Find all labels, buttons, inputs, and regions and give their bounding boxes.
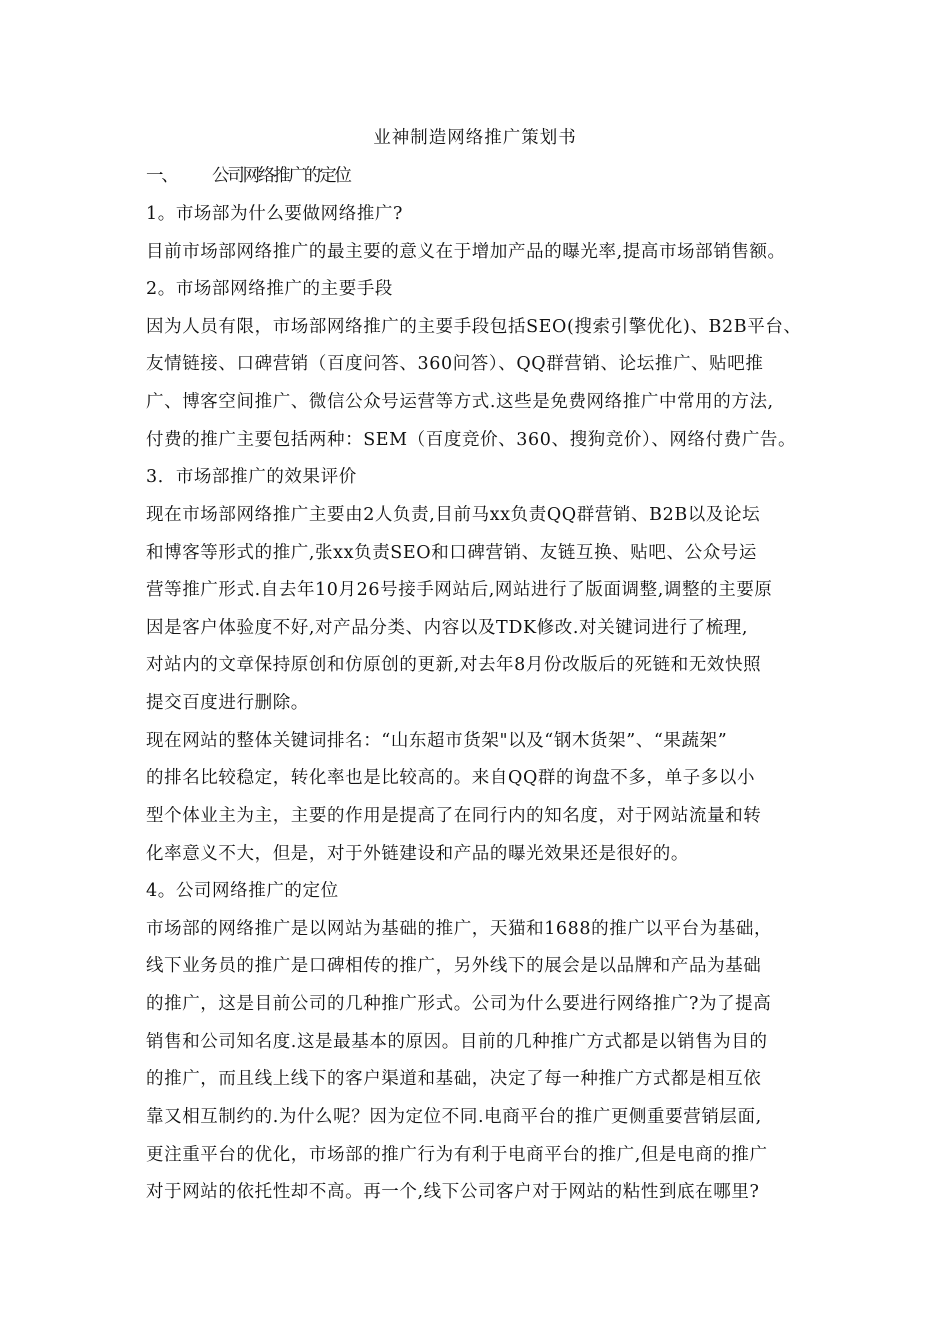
section-heading-1: 1。市场部为什么要做网络推广? (146, 204, 404, 224)
body-line: 付费的推广主要包括两种：SEM（百度竞价、360、搜狗竞价）、网络付费广告。 (146, 430, 797, 450)
body-line: 靠又相互制约的.为什么呢？因为定位不同.电商平台的推广更侧重要营销层面, (146, 1107, 762, 1127)
body-line: 的排名比较稳定，转化率也是比较高的。来自QQ群的询盘不多，单子多以小 (146, 768, 756, 788)
heading-1-number: 一、 (146, 166, 177, 186)
body-line: 广、博客空间推广、微信公众号运营等方式.这些是免费网络推广中常用的方法, (146, 392, 774, 412)
body-line: 市场部的网络推广是以网站为基础的推广，天猫和1688的推广以平台为基础， (146, 919, 773, 939)
body-line: 型个体业主为主，主要的作用是提高了在同行内的知名度，对于网站流量和转 (146, 806, 762, 826)
body-line: 的推广，这是目前公司的几种推广形式。公司为什么要进行网络推广?为了提高 (146, 994, 772, 1014)
body-line: 更注重平台的优化，市场部的推广行为有利于电商平台的推广,但是电商的推广 (146, 1145, 768, 1165)
body-line: 销售和公司知名度.这是最基本的原因。目前的几种推广方式都是以销售为目的 (146, 1032, 768, 1052)
heading-1-text: 公司网络推广的定位 (212, 166, 350, 186)
body-line: 友情链接、口碑营销（百度问答、360问答）、QQ群营销、论坛推广、贴吧推 (146, 354, 764, 374)
body-line: 线下业务员的推广是口碑相传的推广，另外线下的展会是以品牌和产品为基础 (146, 956, 762, 976)
section-heading-2: 2。市场部网络推广的主要手段 (146, 279, 394, 299)
section-heading-4: 4。公司网络推广的定位 (146, 881, 339, 901)
body-line: 化率意义不大，但是，对于外链建设和产品的曝光效果还是很好的。 (146, 844, 689, 864)
body-line: 因为人员有限，市场部网络推广的主要手段包括SEO(搜索引擎优化)、B2B平台、 (146, 317, 802, 337)
section-heading-3: 3．市场部推广的效果评价 (146, 467, 357, 487)
body-line: 现在市场部网络推广主要由2人负责,目前马xx负责QQ群营销、B2B以及论坛 (146, 505, 761, 525)
body-line: 目前市场部网络推广的最主要的意义在于增加产品的曝光率,提高市场部销售额。 (146, 242, 786, 262)
body-line: 和博客等形式的推广,张xx负责SEO和口碑营销、友链互换、贴吧、公众号运 (146, 543, 758, 563)
document-title: 业神制造网络推广策划书 (373, 128, 577, 148)
body-line: 的推广，而且线上线下的客户渠道和基础，决定了每一种推广方式都是相互依 (146, 1069, 762, 1089)
body-line: 对于网站的依托性却不高。再一个,线下公司客户对于网站的粘性到底在哪里? (146, 1182, 760, 1202)
body-line: 营等推广形式.自去年10月26号接手网站后,网站进行了版面调整,调整的主要原 (146, 580, 773, 600)
body-line: 因是客户体验度不好,对产品分类、内容以及TDK修改.对关键词进行了梳理, (146, 618, 749, 638)
body-line: 现在网站的整体关键词排名：“山东超市货架"以及“钢木货架”、“果蔬架” (146, 731, 728, 751)
body-line: 对站内的文章保持原创和仿原创的更新,对去年8月份改版后的死链和无效快照 (146, 655, 762, 675)
body-line: 提交百度进行删除。 (146, 693, 309, 713)
